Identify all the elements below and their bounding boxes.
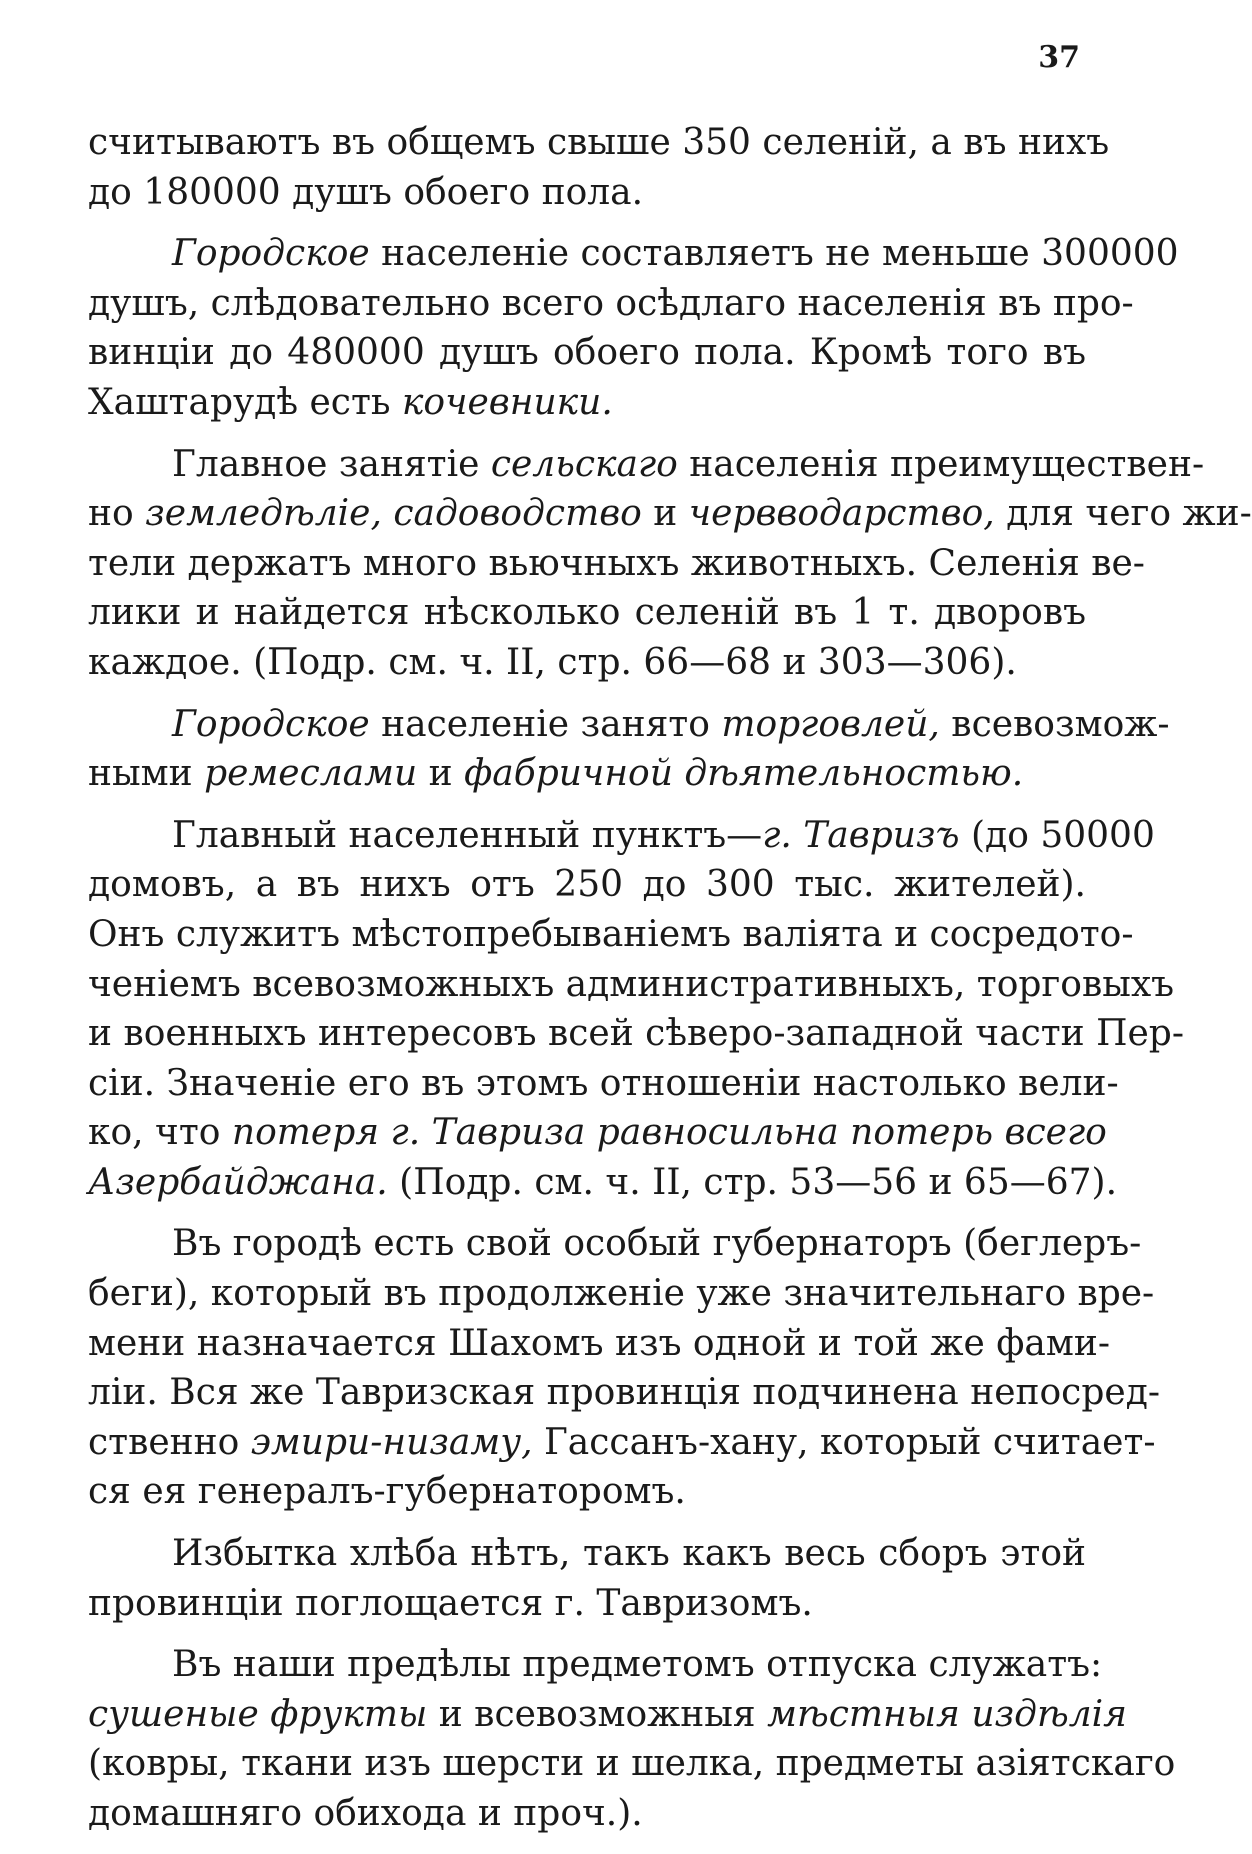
- text-line: [88, 378, 1086, 428]
- italic-run: земледѣліе, садоводство: [145, 493, 642, 535]
- text-line: [88, 1640, 1103, 1690]
- text-run: ными: [88, 753, 205, 795]
- text-line: [88, 489, 1252, 539]
- text-run: населеніе занято: [369, 703, 722, 745]
- text-line: [88, 749, 1086, 799]
- italic-run: червводарство,: [688, 493, 995, 535]
- italic-run: Азербайджана.: [88, 1161, 388, 1203]
- text-run: домовъ, а въ нихъ отъ 250 до 300 тыс. жителей).: [88, 864, 1086, 906]
- text-run: Хаштарудѣ есть: [88, 381, 402, 423]
- text-run: винціи до 480000 душъ обоего пола. Кромѣ того въ: [88, 332, 1086, 374]
- text-line: [88, 700, 1170, 750]
- paragraph: [88, 811, 1184, 1208]
- paragraph: [88, 700, 1170, 799]
- text-line: [88, 638, 1086, 688]
- text-run: (Подр. см. ч. II, стр. 53—56 и 65—67).: [387, 1161, 1118, 1203]
- text-line: [88, 328, 1086, 378]
- text-run: населенія преимуществен-: [677, 443, 1205, 485]
- text-run: Въ наши предѣлы предметомъ отпуска служатъ:: [172, 1644, 1103, 1686]
- text-line: [88, 1158, 1118, 1208]
- paragraph: [88, 118, 1110, 217]
- italic-run: Городское: [172, 703, 370, 745]
- text-run: и всевозможныя: [427, 1693, 768, 1735]
- text-run: Главный населенный пунктъ—: [172, 814, 763, 856]
- italic-run: г. Тавризъ: [762, 814, 960, 856]
- text-line: [88, 1009, 1184, 1059]
- italic-run: мѣстныя издѣлія: [767, 1693, 1127, 1735]
- text-line: [88, 960, 1175, 1010]
- italic-run: потеря г. Тавриза равносильна потерь всего: [231, 1112, 1107, 1154]
- text-run: (ковры, ткани изъ шерсти и шелка, предметы азіятскаго: [88, 1743, 1176, 1785]
- text-line: [88, 1108, 1107, 1158]
- text-run: домашняго обихода и проч.).: [88, 1793, 643, 1834]
- paragraph-list: [88, 118, 1252, 1839]
- italic-run: фабричной дѣятельностью.: [464, 753, 1024, 795]
- text-line: [88, 279, 1134, 329]
- text-line: [88, 440, 1205, 490]
- text-line: [88, 910, 1134, 960]
- italic-run: торговлей,: [721, 703, 940, 745]
- text-run: лики и найдется нѣсколько селеній въ 1 т. дворовъ: [88, 592, 1086, 634]
- text-run: населеніе составляетъ не меньше 300000: [369, 233, 1179, 275]
- text-run: каждое. (Подр. см. ч. II, стр. 66—68 и 303—306).: [88, 641, 1017, 683]
- paragraph: [88, 440, 1252, 688]
- page-text: [88, 118, 1252, 1839]
- text-line: [88, 1418, 1156, 1468]
- text-run: Онъ служитъ мѣстопребываніемъ валіята и сосредото-: [88, 913, 1134, 955]
- italic-run: кочевники.: [401, 381, 613, 423]
- page-number: 37: [1038, 40, 1080, 75]
- paragraph: [88, 1640, 1176, 1838]
- paragraph: [88, 1219, 1161, 1517]
- text-line: [88, 811, 1155, 861]
- italic-run: сушеные фрукты: [88, 1693, 428, 1735]
- text-run: и военныхъ интересовъ всей сѣверо-западной части Пер-: [88, 1013, 1184, 1055]
- text-line: [88, 1529, 1086, 1579]
- text-line: [88, 539, 1145, 589]
- text-run: ченіемъ всевозможныхъ административныхъ, торговыхъ: [88, 963, 1175, 1005]
- text-run: Гассанъ-хану, который считает-: [532, 1421, 1156, 1463]
- text-run: тели держатъ много вьючныхъ животныхъ. Селенія ве-: [88, 542, 1145, 584]
- paragraph: [88, 1529, 1086, 1628]
- text-run: сіи. Значеніе его въ этомъ отношеніи настолько вели-: [88, 1062, 1119, 1104]
- text-run: ся ея генералъ-губернаторомъ.: [88, 1471, 686, 1513]
- text-run: ственно: [88, 1421, 251, 1463]
- italic-run: эмири-низаму,: [250, 1421, 533, 1463]
- text-line: [88, 1739, 1176, 1789]
- text-run: Главное занятіе: [172, 443, 491, 485]
- italic-run: сельскаго: [490, 443, 678, 485]
- text-line: [88, 168, 1086, 218]
- text-run: всевозмож-: [939, 703, 1170, 745]
- text-run: душъ, слѣдовательно всего осѣдлаго населенія въ про-: [88, 282, 1134, 324]
- text-run: Избытка хлѣба нѣтъ, такъ какъ весь сборъ этой: [172, 1533, 1086, 1575]
- text-line: [88, 1467, 1086, 1517]
- text-run: но: [88, 493, 146, 535]
- text-run: для чего жи-: [994, 493, 1252, 535]
- text-run: считываютъ въ общемъ свыше 350 селеній, а въ нихъ: [88, 122, 1110, 163]
- text-line: [88, 1789, 1086, 1839]
- text-run: до 180000 душъ обоего пола.: [88, 171, 644, 213]
- text-run: мени назначается Шахомъ изъ одной и той же фами-: [88, 1322, 1111, 1364]
- text-line: [88, 1059, 1119, 1109]
- text-run: и: [641, 493, 689, 535]
- text-line: [88, 1579, 1086, 1629]
- text-run: беги), который въ продолженіе уже значительнаго вре-: [88, 1273, 1155, 1315]
- text-line: [88, 1269, 1155, 1319]
- paragraph: [88, 229, 1179, 427]
- text-line: [88, 1219, 1142, 1269]
- text-line: [88, 229, 1179, 279]
- text-line: [88, 1368, 1161, 1418]
- text-run: (до 50000: [959, 814, 1155, 856]
- italic-run: ремеслами: [204, 753, 418, 795]
- text-line: [88, 588, 1086, 638]
- text-line: [88, 118, 1110, 168]
- text-line: [88, 1690, 1127, 1740]
- italic-run: Городское: [172, 233, 370, 275]
- text-run: ліи. Вся же Тавризская провинція подчинена непосред-: [88, 1372, 1161, 1414]
- text-run: провинціи поглощается г. Тавризомъ.: [88, 1582, 813, 1624]
- text-line: [88, 860, 1086, 910]
- text-run: ко, что: [88, 1112, 232, 1154]
- text-run: Въ городѣ есть свой особый губернаторъ (беглеръ-: [172, 1223, 1142, 1265]
- text-run: и: [417, 753, 465, 795]
- text-line: [88, 1319, 1111, 1369]
